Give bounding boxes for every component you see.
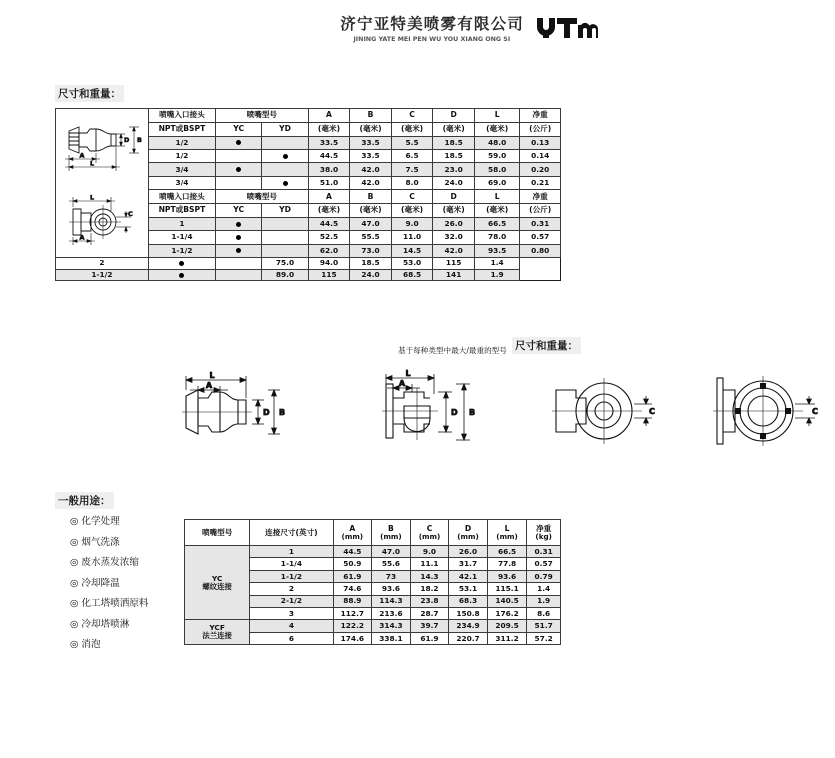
cell-dim-c: 11.1	[410, 558, 448, 570]
model-yc-dot	[179, 261, 184, 266]
use-list-item	[70, 615, 200, 636]
cell-dim-a: 75.0	[262, 258, 308, 270]
dimensions-table-1	[55, 108, 561, 281]
header-dim-b: B	[350, 109, 392, 123]
header-dim-a: A	[308, 190, 350, 204]
dim-label-a: A	[398, 379, 406, 388]
bullet-icon: ◎	[70, 639, 79, 651]
cell-net-weight: 1.9	[527, 595, 561, 607]
header-unit-kg: (公斤)	[520, 203, 561, 217]
dim-label-d: D	[451, 408, 458, 417]
bullet-icon: ◎	[70, 536, 79, 548]
header-nozzle-model: 喷嘴型号	[215, 109, 308, 123]
header-dim-a	[333, 520, 372, 546]
dim-label-l: L	[209, 371, 215, 380]
cell-dim-a: 88.9	[333, 595, 372, 607]
cell-connection-size: 2-1/2	[250, 595, 333, 607]
header-unit-mm: (mm)	[341, 531, 364, 541]
header-dim-b-label: B	[388, 523, 394, 533]
header-dim-d	[449, 520, 488, 546]
header-net-weight	[527, 520, 561, 546]
cell-dim-a: 44.5	[333, 546, 372, 558]
cell-model-group	[185, 546, 250, 620]
cell-dim-l: 115.1	[487, 583, 527, 595]
header-dim-d: D	[433, 190, 475, 204]
cell-dim-c: 9.0	[391, 217, 433, 230]
header-npt-bspt: NPT或BSPT	[148, 203, 215, 217]
cell-net-weight: 0.80	[520, 244, 561, 257]
cell-dim-l: 58.0	[474, 163, 519, 176]
cell-inlet-size: 1-1/4	[148, 231, 215, 244]
cell-net-weight: 8.6	[527, 607, 561, 619]
company-name-pinyin: JINING YATE MEI PEN WU YOU XIANG ONG SI	[353, 36, 511, 43]
drawing-ycf-front-view	[705, 362, 835, 457]
model-yc-dot	[215, 136, 261, 149]
header-dim-l: L	[474, 109, 519, 123]
cell-dim-l: 209.5	[487, 620, 527, 632]
header-dim-l: L	[474, 190, 519, 204]
cell-dim-d: 23.0	[433, 163, 475, 176]
cell-dim-d: 234.9	[449, 620, 488, 632]
bullet-icon: ◎	[70, 598, 79, 610]
use-list-item-label: 化学处理	[81, 516, 120, 527]
svg-text:B: B	[136, 136, 142, 144]
cell-dim-a: 44.5	[308, 217, 350, 230]
dimensions-title-2: 尺寸和重量：	[512, 337, 581, 354]
model-yc-dot	[148, 269, 215, 281]
header-unit-kg: (公斤)	[520, 122, 561, 136]
table-row	[56, 258, 561, 270]
cell-dim-l: 115	[433, 258, 475, 270]
general-uses-list	[70, 512, 200, 656]
cell-net-weight: 0.79	[527, 570, 561, 582]
model-yd-dot	[262, 163, 308, 176]
cell-dim-a: 122.2	[333, 620, 372, 632]
cell-connection-size: 1-1/4	[250, 558, 333, 570]
model-yd-dot	[215, 269, 261, 281]
cell-dim-l: 140.5	[487, 595, 527, 607]
table-row	[185, 546, 561, 558]
model-yd-dot	[262, 231, 308, 244]
cell-dim-c: 18.5	[350, 258, 392, 270]
cell-dim-a: 74.6	[333, 583, 372, 595]
table-row	[185, 620, 561, 632]
cell-dim-c: 23.8	[410, 595, 448, 607]
cell-inlet-size: 1/2	[148, 136, 215, 149]
cell-dim-a: 51.0	[308, 176, 350, 189]
model-yc-dot	[236, 248, 241, 253]
cell-dim-b: 94.0	[308, 258, 350, 270]
header-unit-mm: (毫米)	[391, 122, 433, 136]
model-yc-dot	[148, 258, 215, 270]
cell-dim-c: 8.0	[391, 176, 433, 189]
cell-connection-size: 1-1/2	[250, 570, 333, 582]
header-nozzle-model: 喷嘴型号	[185, 520, 250, 546]
model-yc-dot	[215, 150, 261, 163]
header-model-yc: YC	[215, 203, 261, 217]
drawing-yc-side-view	[168, 362, 298, 457]
dim-label-c: C	[812, 407, 818, 416]
cell-dim-b: 114.3	[372, 595, 411, 607]
table-header-row	[56, 109, 561, 123]
bullet-icon: ◎	[70, 577, 79, 589]
bullet-icon: ◎	[70, 516, 79, 528]
cell-dim-c: 14.3	[410, 570, 448, 582]
svg-text:C: C	[127, 210, 133, 218]
header-dim-c	[410, 520, 448, 546]
cell-dim-c: 11.0	[391, 231, 433, 244]
dim-label-l: L	[405, 369, 411, 378]
header-unit-mm: (毫米)	[474, 203, 519, 217]
model-group-type: 螺纹连接	[202, 581, 232, 591]
header-unit-mm: (mm)	[418, 531, 441, 541]
page-header	[0, 14, 616, 66]
bullet-icon: ◎	[70, 618, 79, 630]
cell-dim-a: 38.0	[308, 163, 350, 176]
cell-dim-d: 68.5	[391, 269, 433, 281]
brand-block	[340, 14, 598, 50]
cell-dim-c: 18.2	[410, 583, 448, 595]
model-yc-dot	[215, 163, 261, 176]
drawing-yc-front-view	[542, 362, 672, 457]
cell-dim-l: 311.2	[487, 632, 527, 644]
cell-net-weight: 0.14	[520, 150, 561, 163]
cell-dim-c: 39.7	[410, 620, 448, 632]
cell-dim-d: 32.0	[433, 231, 475, 244]
use-list-item-label: 化工塔喷洒原料	[81, 598, 149, 609]
cell-dim-d: 26.0	[433, 217, 475, 230]
drawing-yd-side-view	[368, 362, 498, 457]
cell-dim-b: 338.1	[372, 632, 411, 644]
header-unit-kg: (kg)	[535, 531, 552, 541]
model-yd-dot	[262, 217, 308, 230]
cell-dim-a: 61.9	[333, 570, 372, 582]
cell-dim-d: 53.0	[391, 258, 433, 270]
model-yc-dot	[236, 140, 241, 145]
cell-dim-d: 42.0	[433, 244, 475, 257]
basis-note: 基于每种类型中最大/最重的型号	[398, 346, 507, 355]
cell-inlet-size: 1/2	[148, 150, 215, 163]
model-yd-dot	[262, 244, 308, 257]
svg-text:A: A	[79, 233, 85, 242]
model-yc-dot	[236, 167, 241, 172]
model-group-code: YCF	[209, 623, 225, 633]
header-net-weight: 净重	[520, 190, 561, 204]
header-model-yc: YC	[215, 122, 261, 136]
header-dim-c-label: C	[426, 523, 433, 533]
model-yc-dot	[179, 273, 184, 278]
ytm-logo-icon	[536, 16, 598, 50]
cell-dim-a: 52.5	[308, 231, 350, 244]
cell-net-weight: 0.31	[527, 546, 561, 558]
cell-dim-d: 42.1	[449, 570, 488, 582]
dimensions-title-1: 尺寸和重量：	[55, 85, 124, 102]
cell-net-weight: 1.4	[527, 583, 561, 595]
header-nozzle-model: 喷嘴型号	[215, 190, 308, 204]
header-dim-c: C	[391, 190, 433, 204]
cell-dim-b: 42.0	[350, 163, 392, 176]
header-unit-mm: (mm)	[457, 531, 479, 541]
header-dim-d: D	[433, 109, 475, 123]
cell-dim-a: 50.9	[333, 558, 372, 570]
use-list-item	[70, 553, 200, 574]
header-unit-mm: (毫米)	[433, 122, 475, 136]
use-list-item-label: 冷却降温	[81, 577, 120, 589]
cell-dim-c: 5.5	[391, 136, 433, 149]
header-connection-size: 连接尺寸(英寸)	[250, 520, 333, 546]
cell-dim-a: 89.0	[262, 269, 308, 281]
cell-dim-l: 93.5	[474, 244, 519, 257]
model-yd-dot	[262, 136, 308, 149]
cell-dim-c: 6.5	[391, 150, 433, 163]
header-unit-mm: (毫米)	[308, 122, 350, 136]
cell-dim-d: 18.5	[433, 150, 475, 163]
header-dim-b	[372, 520, 411, 546]
cell-dim-b: 73.0	[350, 244, 392, 257]
drawing-group	[56, 109, 148, 257]
model-yc-dot	[215, 176, 261, 189]
cell-connection-size: 1	[250, 546, 333, 558]
cell-dim-a: 33.5	[308, 136, 350, 149]
cell-net-weight: 0.31	[520, 217, 561, 230]
header-model-yd: YD	[262, 203, 308, 217]
cell-connection-size: 2	[250, 583, 333, 595]
header-inlet-connection: 喷嘴入口接头	[148, 109, 215, 123]
header-dim-l	[487, 520, 527, 546]
svg-text:L: L	[89, 159, 94, 168]
cell-net-weight: 1.4	[474, 258, 519, 270]
use-list-item-label: 消泡	[81, 639, 101, 650]
model-yd-dot	[283, 181, 288, 186]
model-yd-dot	[283, 154, 288, 159]
model-yc-dot	[236, 235, 241, 240]
cell-net-weight: 0.57	[527, 558, 561, 570]
cell-dim-l: 48.0	[474, 136, 519, 149]
use-list-item	[70, 594, 200, 615]
model-yd-dot	[262, 176, 308, 189]
cell-dim-d: 18.5	[433, 136, 475, 149]
cell-dim-d: 53.1	[449, 583, 488, 595]
header-dim-l-label: L	[504, 523, 510, 533]
cell-net-weight: 1.9	[474, 269, 519, 281]
cell-net-weight: 0.57	[520, 231, 561, 244]
cell-dim-a: 44.5	[308, 150, 350, 163]
cell-dim-d: 68.3	[449, 595, 488, 607]
svg-text:A: A	[79, 151, 85, 160]
cell-dim-b: 73	[372, 570, 411, 582]
header-unit-mm: (毫米)	[308, 203, 350, 217]
cell-dim-l: 66.5	[487, 546, 527, 558]
header-model-yd: YD	[262, 122, 308, 136]
middle-drawings-group	[160, 362, 818, 462]
model-yc-dot	[215, 217, 261, 230]
svg-text:D: D	[123, 136, 130, 144]
header-unit-mm: (毫米)	[350, 122, 392, 136]
model-group-type: 法兰连接	[202, 631, 232, 641]
cell-dim-b: 55.5	[350, 231, 392, 244]
header-dim-d-label: D	[464, 523, 472, 533]
cell-dim-b: 314.3	[372, 620, 411, 632]
cell-dim-c: 61.9	[410, 632, 448, 644]
cell-dim-l: 141	[433, 269, 475, 281]
cell-dim-l: 69.0	[474, 176, 519, 189]
header-unit-mm: (mm)	[380, 531, 402, 541]
dim-label-c: C	[649, 407, 655, 416]
cell-dim-d: 26.0	[449, 546, 488, 558]
cell-dim-c: 9.0	[410, 546, 448, 558]
cell-dim-b: 42.0	[350, 176, 392, 189]
header-npt-bspt: NPT或BSPT	[148, 122, 215, 136]
header-inlet-connection: 喷嘴入口接头	[148, 190, 215, 204]
cell-net-weight: 0.21	[520, 176, 561, 189]
header-unit-mm: (毫米)	[391, 203, 433, 217]
header-unit-mm: (毫米)	[474, 122, 519, 136]
cell-dim-b: 55.6	[372, 558, 411, 570]
header-dim-a: A	[308, 109, 350, 123]
dimensions-table-2	[184, 519, 561, 645]
general-uses-title: 一般用途：	[55, 492, 114, 509]
use-list-item-label: 废水蒸发浓缩	[81, 557, 139, 568]
cell-dim-c: 7.5	[391, 163, 433, 176]
cell-net-weight: 57.2	[527, 632, 561, 644]
cell-dim-a: 62.0	[308, 244, 350, 257]
model-yd-dot	[215, 258, 261, 270]
cell-dim-l: 59.0	[474, 150, 519, 163]
cell-inlet-size: 1-1/2	[56, 269, 149, 281]
cell-net-weight: 0.13	[520, 136, 561, 149]
cell-connection-size: 6	[250, 632, 333, 644]
table-row	[56, 269, 561, 281]
cell-dim-b: 47.0	[350, 217, 392, 230]
cell-dim-l: 78.0	[474, 231, 519, 244]
use-list-item	[70, 533, 200, 554]
cell-inlet-size: 3/4	[148, 163, 215, 176]
cell-dim-d: 31.7	[449, 558, 488, 570]
dim-label-d: D	[263, 408, 270, 417]
header-unit-mm: (毫米)	[350, 203, 392, 217]
cell-inlet-size: 1-1/2	[148, 244, 215, 257]
dim-label-a: A	[205, 381, 213, 390]
cell-dim-a: 174.6	[333, 632, 372, 644]
cell-dim-c: 24.0	[350, 269, 392, 281]
cell-dim-a: 112.7	[333, 607, 372, 619]
cell-inlet-size: 2	[56, 258, 149, 270]
cell-dim-l: 93.6	[487, 570, 527, 582]
cell-dim-b: 33.5	[350, 136, 392, 149]
use-list-item-label: 烟气洗涤	[81, 536, 120, 548]
model-yc-dot	[215, 231, 261, 244]
cell-dim-c: 28.7	[410, 607, 448, 619]
table-header-row	[185, 520, 561, 546]
header-dim-a-label: A	[349, 523, 356, 533]
cell-dim-l: 77.8	[487, 558, 527, 570]
use-list-item	[70, 635, 200, 656]
use-list-item	[70, 574, 200, 595]
cell-inlet-size: 3/4	[148, 176, 215, 189]
company-name-cn: 济宁亚特美喷雾有限公司	[340, 15, 524, 33]
cell-connection-size: 4	[250, 620, 333, 632]
use-list-item-label: 冷却塔喷淋	[81, 618, 130, 630]
model-yc-dot	[215, 244, 261, 257]
cell-net-weight: 0.20	[520, 163, 561, 176]
cell-inlet-size: 1	[148, 217, 215, 230]
header-dim-b: B	[350, 190, 392, 204]
model-yd-dot	[262, 150, 308, 163]
cell-connection-size: 3	[250, 607, 333, 619]
cell-dim-b: 213.6	[372, 607, 411, 619]
cell-dim-b: 47.0	[372, 546, 411, 558]
cell-model-group	[185, 620, 250, 645]
header-unit-mm: (mm)	[496, 531, 518, 541]
svg-text:L: L	[89, 193, 94, 202]
cell-dim-l: 66.5	[474, 217, 519, 230]
company-name-block	[340, 14, 524, 44]
cell-dim-b: 33.5	[350, 150, 392, 163]
header-net-weight-label: 净重	[536, 523, 552, 533]
header-dim-c: C	[391, 109, 433, 123]
technical-drawings-cell	[56, 109, 149, 258]
dim-label-b: B	[279, 408, 286, 417]
cell-dim-d: 220.7	[449, 632, 488, 644]
cell-dim-b: 93.6	[372, 583, 411, 595]
cell-dim-b: 115	[308, 269, 350, 281]
dim-label-b: B	[469, 408, 476, 417]
use-list-item	[70, 512, 200, 533]
model-yc-dot	[236, 222, 241, 227]
header-net-weight: 净重	[520, 109, 561, 123]
cell-dim-l: 176.2	[487, 607, 527, 619]
header-unit-mm: (毫米)	[433, 203, 475, 217]
cell-dim-d: 24.0	[433, 176, 475, 189]
bullet-icon: ◎	[70, 557, 79, 569]
model-group-code: YC	[211, 573, 223, 583]
cell-dim-c: 14.5	[391, 244, 433, 257]
cell-net-weight: 51.7	[527, 620, 561, 632]
cell-dim-d: 150.8	[449, 607, 488, 619]
